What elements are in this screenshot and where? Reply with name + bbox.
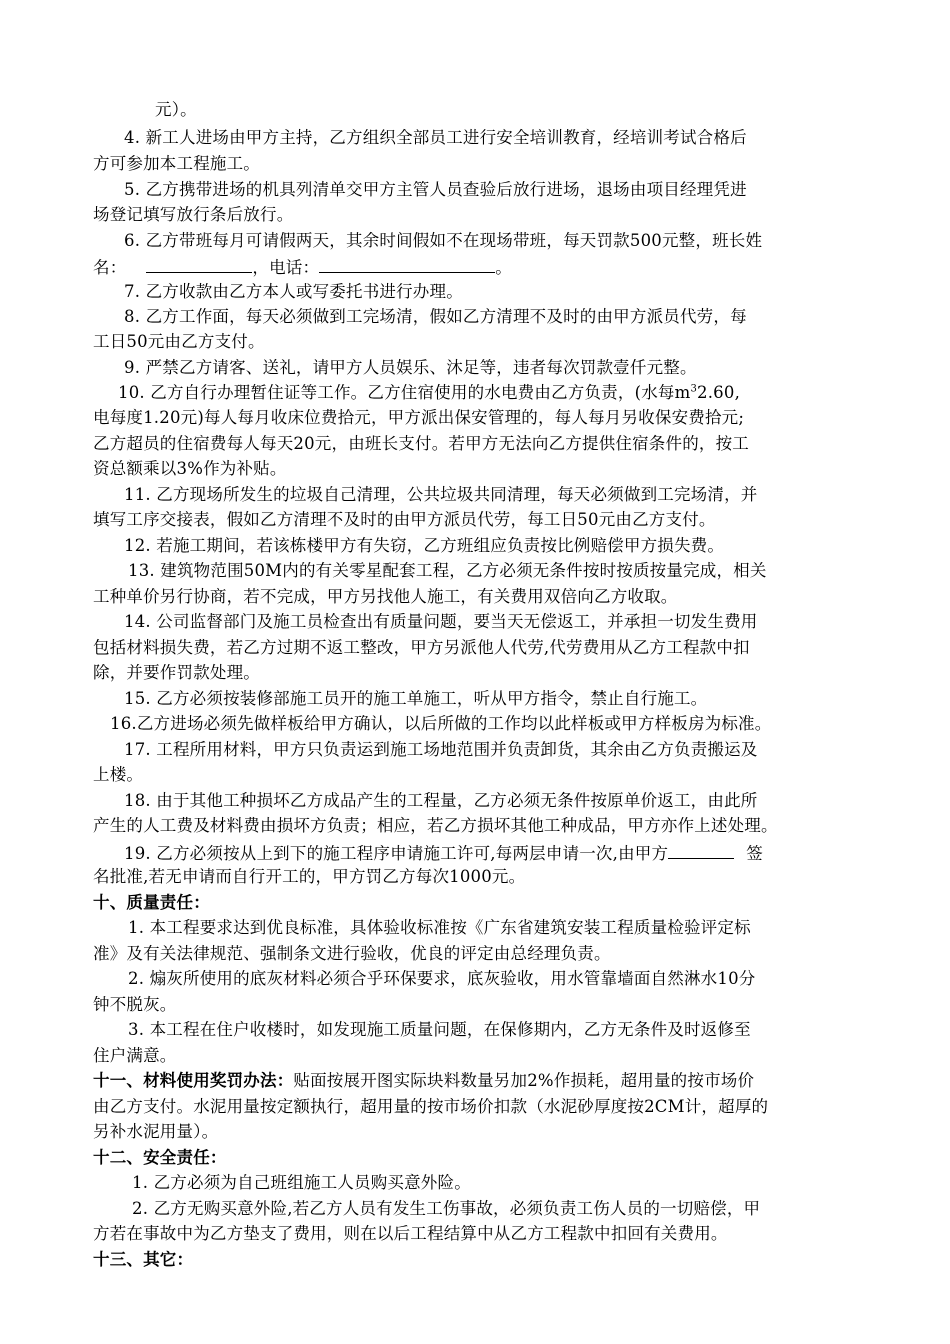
text-segment: 10. 乙方自行办理暂住证等工作。乙方住宿使用的水电费由乙方负责，(水每m: [118, 383, 691, 402]
text-line: 元）。: [155, 100, 197, 119]
text-segment: 贴面按展开图实际块料数量另加2%作损耗，超用量的按市场价: [293, 1071, 755, 1090]
clause-5: 5. 乙方携带进场的机具列清单交甲方主管人员查验后放行进场，退场由项目经理凭进: [124, 180, 747, 199]
clause-16: 16.乙方进场必须先做样板给甲方确认，以后所做的工作均以此样板或甲方样板房为标准。: [110, 714, 772, 733]
text-line: 方若在事故中为乙方垫支了费用，则在以后工程结算中从乙方工程款中扣回有关费用。: [93, 1224, 728, 1243]
quality-clause-1: 1. 本工程要求达到优良标准，具体验收标准按《广东省建筑安装工程质量检验评定标: [128, 918, 751, 937]
text-line: 住户满意。: [93, 1046, 177, 1065]
section-heading-quality: 十、质量责任：: [93, 893, 210, 912]
clause-8: 8. 乙方工作面，每天必须做到工完场清，假如乙方清理不及时的由甲方派员代劳，每: [124, 307, 747, 326]
clause-10: [118, 381, 740, 405]
text-line: 除，并要作罚款处理。: [93, 663, 260, 682]
name-label: 名：: [93, 258, 127, 277]
clause-18: 18. 由于其他工种损坏乙方成品产生的工程量，乙方必须无条件按原单价返工，由此所: [124, 791, 758, 810]
clause-17: 17. 工程所用材料，甲方只负责运到施工场地范围并负责卸货，其余由乙方负责搬运及: [124, 740, 758, 759]
text-line: 钟不脱灰。: [93, 995, 177, 1014]
clause-14: 14. 公司监督部门及施工员检查出有质量问题，要当天无偿返工，并承担一切发生费用: [124, 612, 758, 631]
text-line: 方可参加本工程施工。: [93, 154, 260, 173]
section-material: [93, 1069, 754, 1093]
text-line: 电每度1.20元)每人每月收床位费拾元，甲方派出保安管理的，每人每月另收保安费拾元;: [93, 408, 745, 427]
clause-7: 7. 乙方收款由乙方本人或写委托书进行办理。: [124, 282, 463, 301]
text-segment: 签: [746, 844, 763, 863]
text-line: 准》及有关法律规范、强制条文进行验收，优良的评定由总经理负责。: [93, 944, 611, 963]
text-line: 另补水泥用量）。: [93, 1122, 219, 1141]
text-line: 乙方超员的住宿费每人每天20元，由班长支付。若甲方无法向乙方提供住宿条件的，按工: [93, 434, 749, 453]
signer-blank[interactable]: [668, 840, 734, 859]
section-heading-material: 十一、材料使用奖罚办法：: [93, 1071, 294, 1090]
text-line: 名批准,若无申请而自行开工的，甲方罚乙方每次1000元。: [93, 867, 526, 886]
safety-clause-2: 2. 乙方无购买意外险,若乙方人员有发生工伤事故，必须负责工伤人员的一切赔偿，甲: [132, 1199, 761, 1218]
phone-blank[interactable]: [319, 254, 495, 273]
clause-19: [124, 840, 763, 866]
quality-clause-3: 3. 本工程在住户收楼时，如发现施工质量问题，在保修期内，乙方无条件及时返修至: [128, 1020, 751, 1039]
clause-6: 6. 乙方带班每月可请假两天，其余时间假如不在现场带班，每天罚款500元整，班长姓: [124, 231, 763, 250]
phone-label: ，电话：: [252, 258, 320, 277]
clause-4: 4. 新工人进场由甲方主持，乙方组织全部员工进行安全培训教育，经培训考试合格后: [124, 128, 747, 147]
text-line: 由乙方支付。水泥用量按定额执行，超用量的按市场价扣款（水泥砂厚度按2CM计，超厚的: [93, 1097, 769, 1116]
text-segment: 2.60,: [697, 383, 741, 402]
period: 。: [495, 258, 512, 277]
text-line: 上楼。: [93, 765, 144, 784]
text-line: 资总额乘以3%作为补贴。: [93, 459, 287, 478]
clause-15: 15. 乙方必须按装修部施工员开的施工单施工，听从甲方指令，禁止自行施工。: [124, 689, 708, 708]
text-line: 工日50元由乙方支付。: [93, 332, 265, 351]
text-segment: 19. 乙方必须按从上到下的施工程序申请施工许可,每两层申请一次,由甲方: [124, 844, 669, 863]
clause-12: 12. 若施工期间，若该栋楼甲方有失窃，乙方班组应负责按比例赔偿甲方损失费。: [124, 536, 725, 555]
text-line: 工种单价另行协商，若不完成，甲方另找他人施工，有关费用双倍向乙方收取。: [93, 587, 678, 606]
clause-11: 11. 乙方现场所发生的垃圾自己清理，公共垃圾共同清理，每天必须做到工完场清，并: [124, 485, 758, 504]
quality-clause-2: 2. 煽灰所使用的底灰材料必须合乎环保要求，底灰验收，用水管靠墙面自然淋水10分: [128, 969, 756, 988]
text-line: [93, 254, 512, 280]
text-line: 填写工序交接表，假如乙方清理不及时的由甲方派员代劳，每工日50元由乙方支付。: [93, 510, 716, 529]
section-heading-safety: 十二、安全责任：: [93, 1148, 227, 1167]
foreman-name-blank[interactable]: [146, 254, 252, 273]
superscript: 3: [690, 383, 698, 395]
clause-9: 9. 严禁乙方请客、送礼，请甲方人员娱乐、沐足等，违者每次罚款壹仟元整。: [124, 358, 697, 377]
safety-clause-1: 1. 乙方必须为自己班组施工人员购买意外险。: [132, 1173, 471, 1192]
clause-13: 13. 建筑物范围50M内的有关零星配套工程，乙方必须无条件按时按质按量完成，相关: [128, 561, 767, 580]
text-line: 包括材料损失费，若乙方过期不返工整改，甲方另派他人代劳,代劳费用从乙方工程款中扣: [93, 638, 750, 657]
text-line: 场登记填写放行条后放行。: [93, 205, 294, 224]
text-line: 产生的人工费及材料费由损坏方负责；相应，若乙方损坏其他工种成品，甲方亦作上述处理。: [93, 816, 778, 835]
section-heading-other: 十三、其它：: [93, 1250, 194, 1269]
